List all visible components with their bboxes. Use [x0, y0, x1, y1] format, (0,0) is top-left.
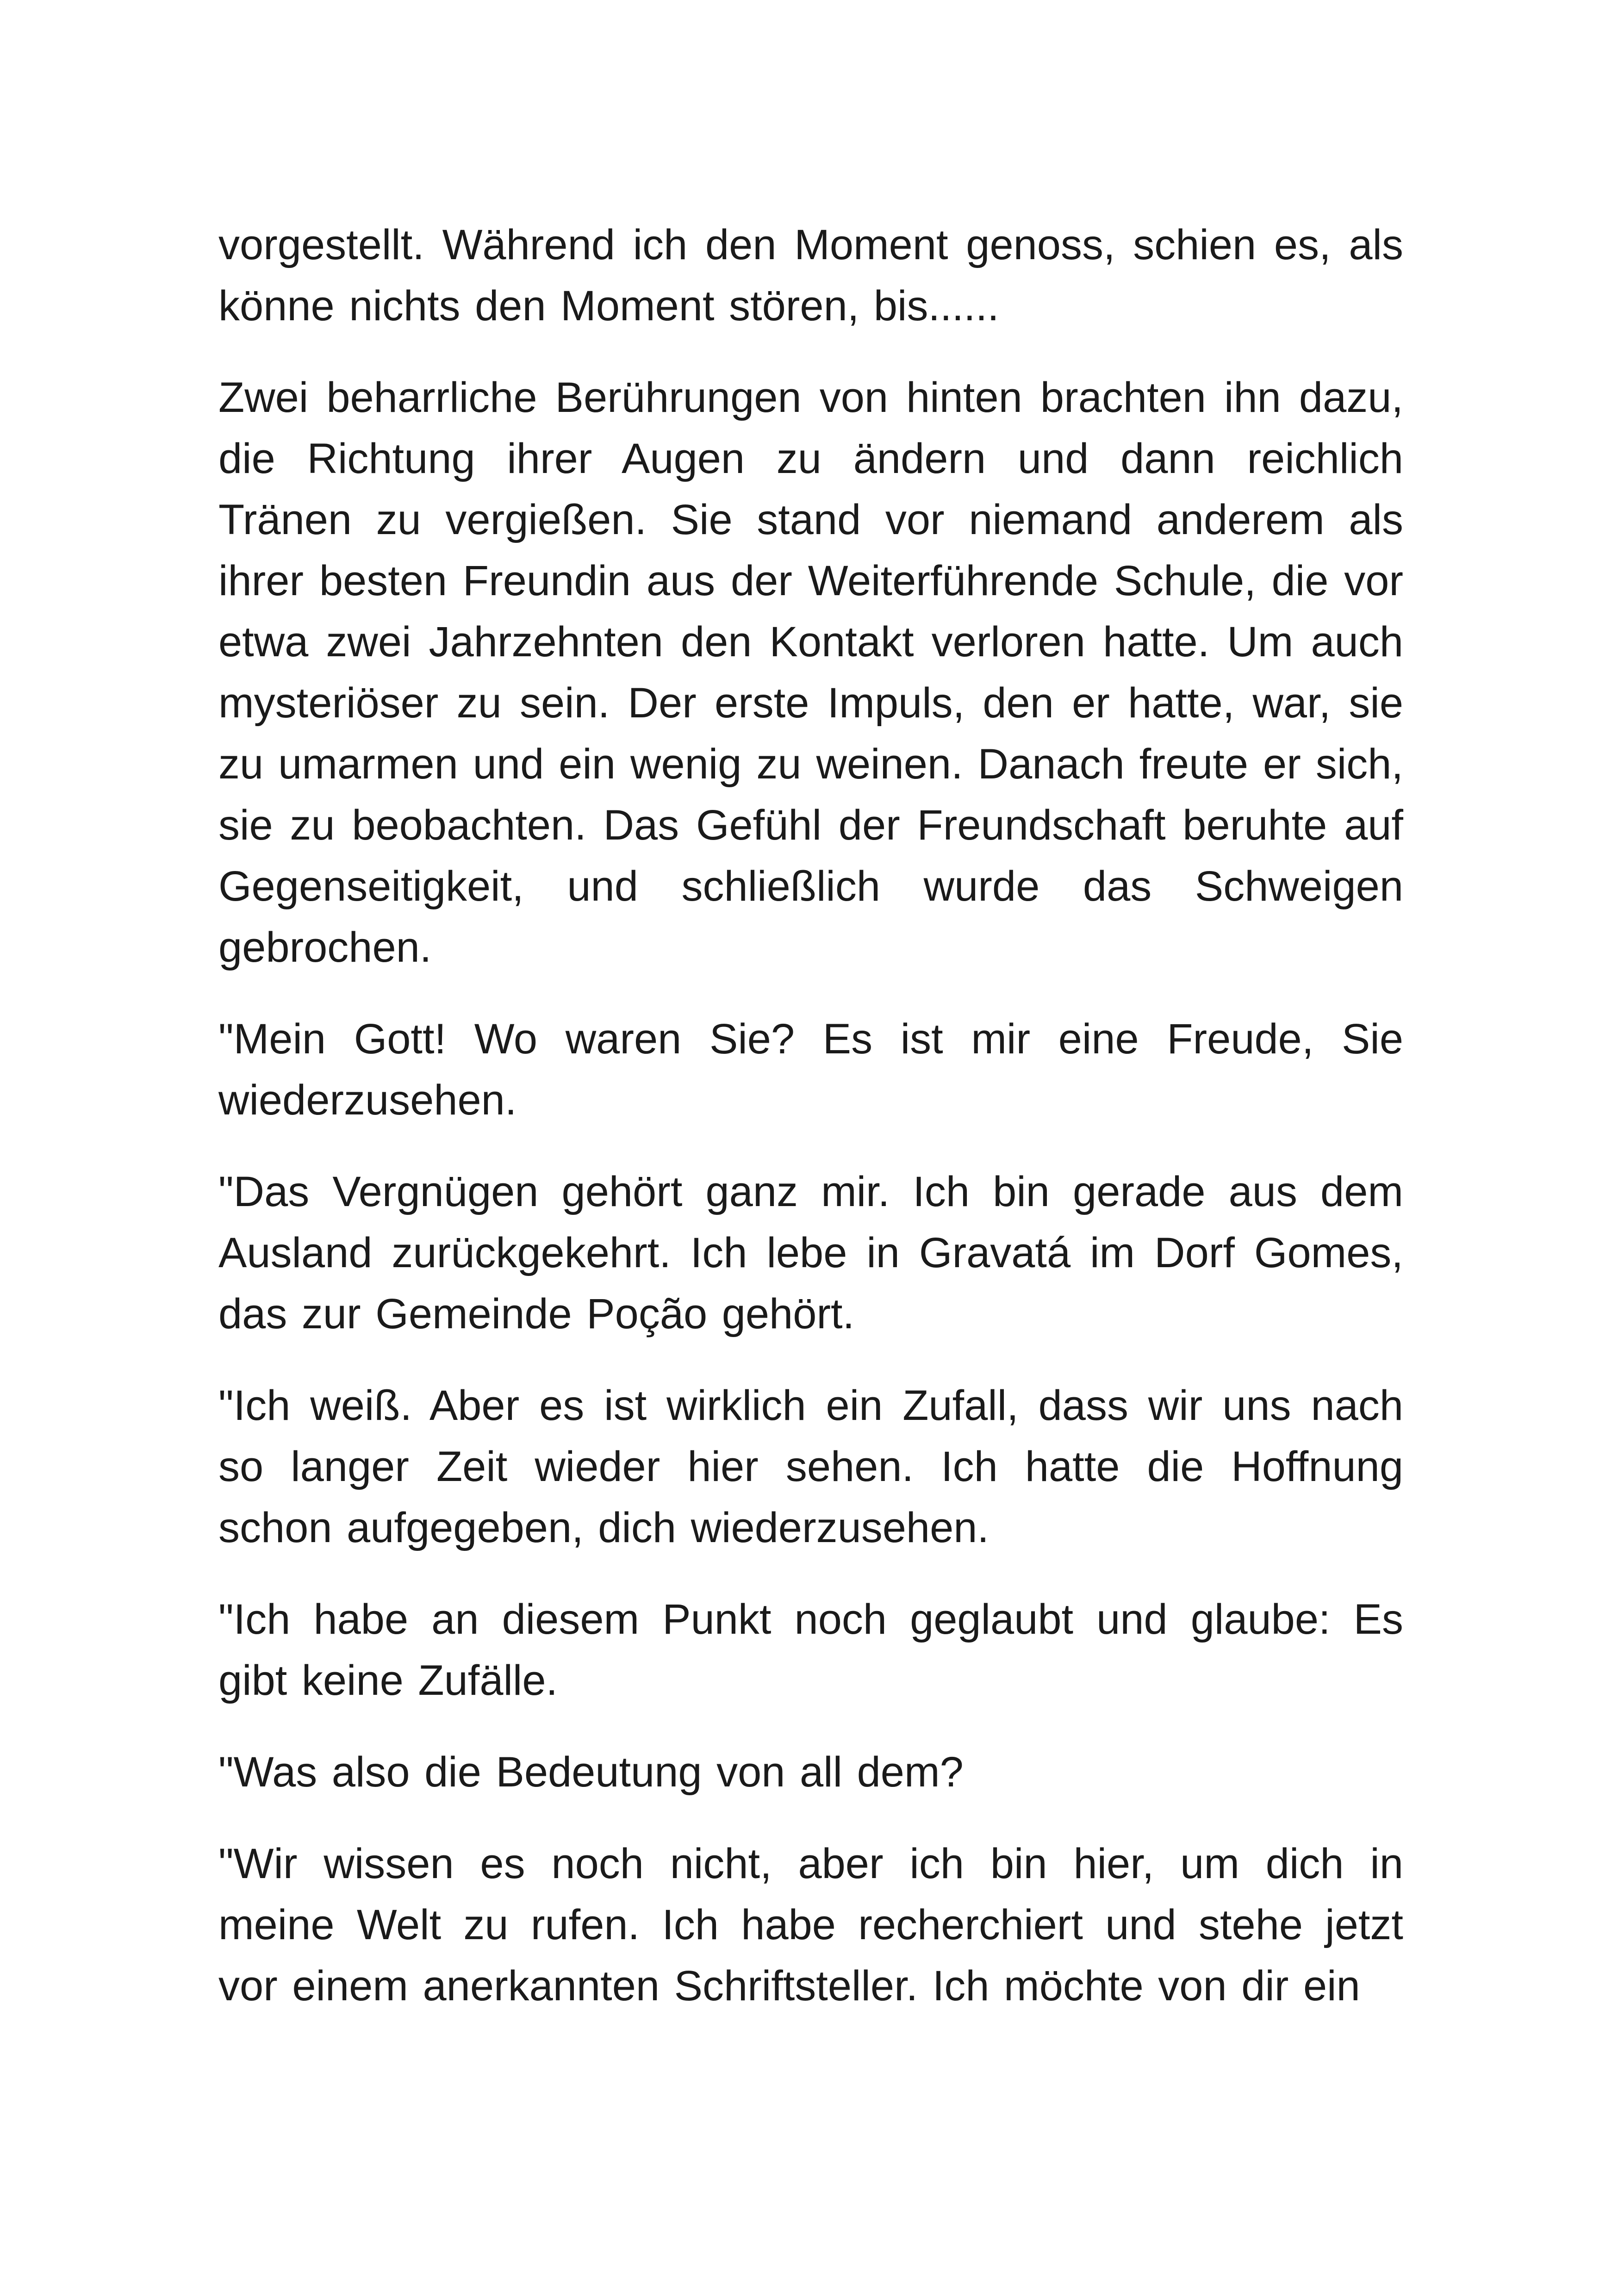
paragraph-1: vorgestellt. Während ich den Moment genoss, schien es, als könne nichts den Moment stören, bis...... [218, 221, 1403, 330]
body-text [218, 214, 1403, 2016]
paragraph-4: "Das Vergnügen gehört ganz mir. Ich bin gerade aus dem Ausland zurückgekehrt. Ich lebe in Gravatá im Dorf Gomes, das zur Gemeinde Poção gehört. [218, 1168, 1403, 1338]
paragraph-7: "Was also die Bedeutung von all dem? [218, 1748, 964, 1796]
paragraph-3: "Mein Gott! Wo waren Sie? Es ist mir eine Freude, Sie wiederzusehen. [218, 1015, 1403, 1124]
paragraph-2: Zwei beharrliche Berührungen von hinten brachten ihn dazu, die Richtung ihrer Augen zu ändern und dann reichlich Tränen zu vergießen. Sie stand vor niemand anderem als ihrer besten Freundin aus der Weiterführende Schule, die vor etwa zwei Jahrzehnten den Kontakt verloren hatte. Um auch mysteriöser zu sein. Der erste Impuls, den er hatte, war, sie zu umarmen und ein wenig zu weinen. Danach freute er sich, sie zu beobachten. Das Gefühl der Freundschaft beruhte auf Gegenseitigkeit, und schließlich wurde das Schweigen gebrochen. [218, 374, 1403, 971]
paragraph-5: "Ich weiß. Aber es ist wirklich ein Zufall, dass wir uns nach so langer Zeit wieder hier sehen. Ich hatte die Hoffnung schon aufgegeben, dich wiederzusehen. [218, 1382, 1403, 1551]
paragraph-6: "Ich habe an diesem Punkt noch geglaubt und glaube: Es gibt keine Zufälle. [218, 1596, 1403, 1704]
paragraph-8: "Wir wissen es noch nicht, aber ich bin hier, um dich in meine Welt zu rufen. Ich habe recherchiert und stehe jetzt vor einem anerkannten Schriftsteller. Ich möchte von dir ein [218, 1840, 1403, 2010]
